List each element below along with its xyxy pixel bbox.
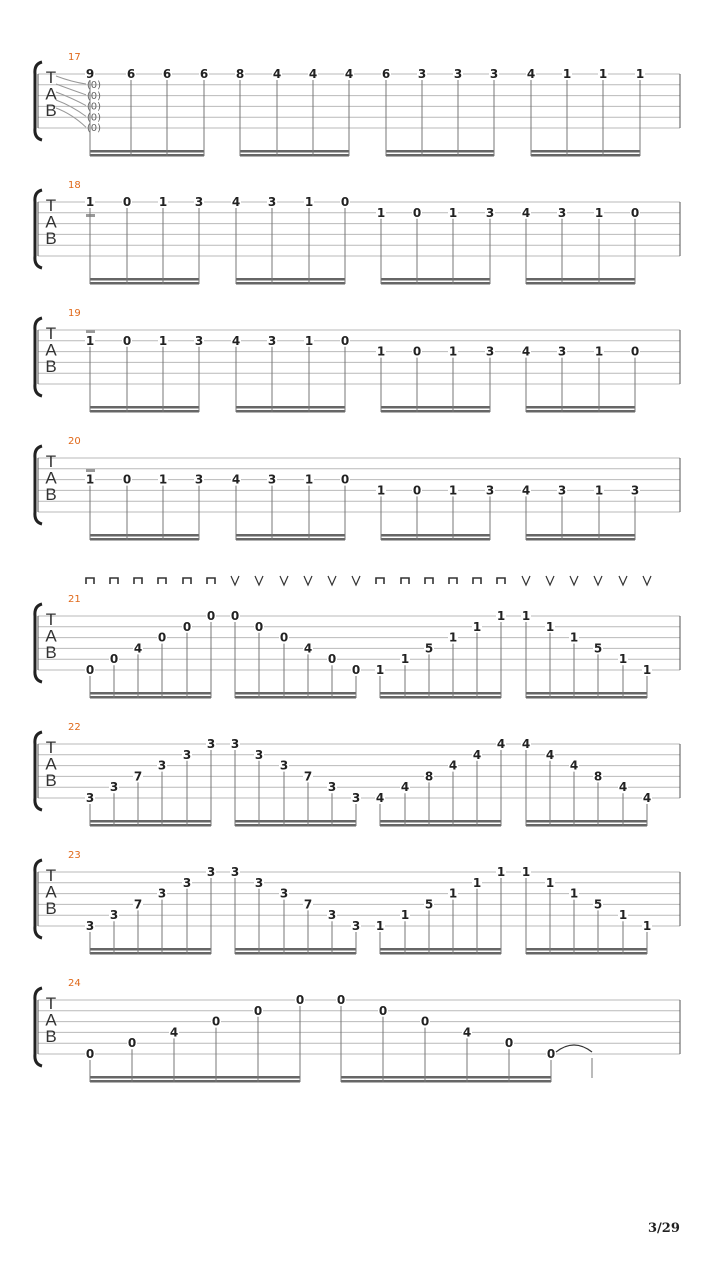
fret-number: 1 [472,619,482,634]
tab-clef-letter: B [45,1027,57,1046]
beam [386,150,494,153]
beam [381,534,490,537]
upstroke-mark [280,576,288,585]
fret-number: 4 [231,333,241,348]
tab-clef-letter: A [45,882,57,902]
fret-number: 1 [376,483,386,498]
beam [526,948,647,951]
harmonic-note: (0) [86,101,102,113]
fret-number: 3 [557,205,567,220]
beam [236,406,345,409]
tab-clef-letter: T [45,452,57,471]
beam [235,696,356,699]
tab-clef-letter: B [45,357,57,376]
beam [235,692,356,695]
page-number: 3/29 [648,1221,680,1236]
beam [526,282,635,285]
fret-number: 3 [279,886,289,901]
fret-number: 5 [593,897,603,912]
fret-number: 4 [344,67,354,81]
fret-number: 0 [630,205,640,220]
fret-number: 3 [85,919,95,933]
tab-clef-letter: T [45,738,57,757]
fret-number: 3 [254,875,264,890]
fret-number: 3 [485,483,495,498]
fret-number: 1 [448,344,458,359]
fret-number: 3 [194,333,204,348]
fret-number: 1 [375,919,385,933]
beam [90,278,199,281]
beam [90,406,199,409]
fret-number: 1 [448,483,458,498]
fret-number: 1 [304,195,314,209]
fret-number: 0 [340,333,350,348]
beam [90,282,199,285]
tab-clef-letter: B [45,229,57,248]
fret-number: 0 [340,195,350,209]
fret-number: 4 [448,758,458,773]
beam [90,150,204,153]
fret-number: 1 [642,663,652,677]
upstroke-mark [594,576,602,585]
beam [386,154,494,157]
fret-number: 1 [496,865,506,879]
downstroke-mark [158,578,166,584]
tie-arc [56,76,86,84]
fret-number: 1 [618,652,628,667]
downstroke-mark [86,578,94,584]
fret-number: 3 [557,344,567,359]
beam [90,1076,300,1079]
fret-number: 1 [594,344,604,359]
fret-number: 3 [267,472,277,487]
harmonic-note: (0) [86,80,102,91]
upstroke-mark [352,576,360,585]
harmonic-note: (0) [86,90,102,102]
fret-number: 1 [448,886,458,901]
beam [526,534,635,537]
tie-arc [56,92,86,106]
beam [526,410,635,413]
beam [526,538,635,541]
fret-number: 8 [424,769,434,784]
beam [531,154,640,157]
fret-number: 0 [122,333,132,348]
fret-number: 1 [642,919,652,933]
measure-number: 24 [68,978,81,989]
beam [90,696,211,699]
fret-number: 0 [295,993,305,1007]
fret-number: 0 [182,619,192,634]
fret-number: 4 [272,67,282,81]
downstroke-mark [207,578,215,584]
fret-number: 8 [593,769,603,784]
fret-number: 0 [85,1047,95,1061]
downstroke-mark [449,578,457,584]
fret-number: 4 [642,791,652,805]
tie-arc [56,100,86,116]
fret-number: 1 [545,875,555,890]
fret-number: 0 [412,205,422,220]
beam [380,824,501,827]
fret-number: 3 [206,865,216,879]
tab-clef-letter: T [45,324,57,343]
fret-number: 4 [303,641,313,656]
beam [526,696,647,699]
fret-number: 3 [630,483,640,498]
fret-number: 0 [412,344,422,359]
fret-number: 6 [381,67,391,81]
fret-number: 4 [231,195,241,209]
fret-number: 0 [378,1003,388,1018]
upstroke-mark [643,576,651,585]
beam [380,692,501,695]
fret-number: 3 [489,67,499,81]
tie-arc [556,1045,592,1052]
fret-number: 3 [109,780,119,795]
fret-number: 3 [157,758,167,773]
fret-number: 0 [230,609,240,623]
beam [526,406,635,409]
fret-number: 0 [157,630,167,645]
upstroke-mark [328,576,336,585]
fret-number: 1 [158,195,168,209]
measure-number: 23 [68,850,81,861]
fret-number: 3 [85,791,95,805]
tab-clef-letter: B [45,485,57,504]
beam [235,948,356,951]
tab-clef-letter: T [45,610,57,629]
beam [380,948,501,951]
fret-number: 0 [206,609,216,623]
tab-clef-letter: A [45,1010,57,1030]
fret-number: 4 [521,344,531,359]
fret-number: 3 [194,472,204,487]
beam [381,538,490,541]
fret-number: 3 [267,333,277,348]
fret-number: 0 [127,1036,137,1051]
fret-number: 3 [485,205,495,220]
beam [90,410,199,413]
fret-number: 5 [424,641,434,656]
fret-number: 6 [126,67,136,81]
fret-number: 0 [351,663,361,677]
fret-number: 1 [562,67,572,81]
fret-number: 0 [279,630,289,645]
harmonic-note: (0) [86,123,102,135]
fret-number: 1 [400,652,410,667]
beam [381,282,490,285]
tab-clef-letter: A [45,626,57,646]
beam [235,952,356,955]
beam [90,534,199,537]
fret-number: 0 [420,1014,430,1029]
downstroke-mark [134,578,142,584]
fret-number: 1 [496,609,506,623]
fret-number: 3 [557,483,567,498]
tab-clef-letter: T [45,994,57,1013]
beam [236,282,345,285]
fret-number: 1 [376,344,386,359]
fret-number: 3 [254,747,264,762]
beam [526,278,635,281]
fret-number: 4 [133,641,143,656]
tab-clef-letter: A [45,468,57,488]
downstroke-mark [401,578,409,584]
fret-number: 5 [593,641,603,656]
fret-number: 3 [351,791,361,805]
beam [90,1080,300,1083]
fret-number: 1 [569,886,579,901]
beam [240,154,349,157]
upstroke-mark [255,576,263,585]
beam [380,696,501,699]
fret-number: 1 [158,333,168,348]
fret-number: 4 [400,780,410,795]
fret-number: 0 [327,652,337,667]
beam [526,952,647,955]
beam [240,150,349,153]
downstroke-mark [110,578,118,584]
fret-number: 3 [327,780,337,795]
harmonic-note: (0) [86,112,102,124]
fret-number: 3 [279,758,289,773]
beam [236,534,345,537]
upstroke-mark [619,576,627,585]
beam [90,820,211,823]
fret-number: 3 [267,195,277,209]
tab-clef-letter: A [45,84,57,104]
fret-number: 0 [630,344,640,359]
upstroke-mark [522,576,530,585]
beam [236,410,345,413]
fret-number: 1 [400,908,410,923]
fret-number: 4 [169,1025,179,1040]
tab-clef-letter: B [45,899,57,918]
fret-number: 1 [304,333,314,348]
fret-number: 3 [194,195,204,209]
fret-number: 1 [85,472,95,487]
beam [90,538,199,541]
fret-number: 0 [336,993,346,1007]
beam [526,820,647,823]
beam [90,154,204,157]
fret-number: 3 [417,67,427,81]
fret-number: 9 [85,67,95,81]
rest-mark [86,469,95,472]
fret-number: 7 [133,769,143,784]
fret-number: 1 [635,67,645,81]
fret-number: 6 [162,67,172,81]
fret-number: 1 [85,333,95,348]
beam [90,692,211,695]
fret-number: 0 [211,1014,221,1029]
beam [526,692,647,695]
fret-number: 4 [569,758,579,773]
fret-number: 3 [109,908,119,923]
tab-clef-letter: B [45,101,57,120]
fret-number: 1 [521,865,531,879]
fret-number: 0 [412,483,422,498]
fret-number: 4 [462,1025,472,1040]
fret-number: 1 [594,483,604,498]
fret-number: 4 [472,747,482,762]
fret-number: 1 [472,875,482,890]
tab-clef-letter: T [45,68,57,87]
fret-number: 4 [521,483,531,498]
downstroke-mark [183,578,191,584]
fret-number: 1 [158,472,168,487]
fret-number: 6 [199,67,209,81]
fret-number: 7 [303,897,313,912]
beam [531,150,640,153]
beam [236,538,345,541]
beam [381,410,490,413]
measure-number: 20 [68,436,81,447]
fret-number: 3 [485,344,495,359]
beam [341,1076,551,1079]
fret-number: 4 [521,205,531,220]
fret-number: 0 [122,472,132,487]
fret-number: 1 [598,67,608,81]
fret-number: 1 [521,609,531,623]
fret-number: 1 [569,630,579,645]
fret-number: 1 [85,195,95,209]
measure-number: 18 [68,180,81,191]
fret-number: 3 [327,908,337,923]
measure-number: 21 [68,594,81,605]
beam [381,278,490,281]
fret-number: 0 [340,472,350,487]
beam [235,820,356,823]
fret-number: 3 [453,67,463,81]
fret-number: 8 [235,67,245,81]
tab-clef-letter: A [45,754,57,774]
downstroke-mark [497,578,505,584]
fret-number: 1 [448,630,458,645]
fret-number: 3 [230,865,240,879]
tab-clef-letter: B [45,643,57,662]
fret-number: 4 [618,780,628,795]
beam [380,952,501,955]
beam [380,820,501,823]
tab-clef-letter: A [45,340,57,360]
fret-number: 0 [504,1036,514,1051]
beam [90,824,211,827]
tab-clef-letter: B [45,771,57,790]
downstroke-mark [473,578,481,584]
fret-number: 0 [546,1047,556,1061]
fret-number: 4 [496,737,506,751]
fret-number: 1 [618,908,628,923]
upstroke-mark [546,576,554,585]
tie-arc [56,84,86,95]
fret-number: 1 [594,205,604,220]
fret-number: 4 [308,67,318,81]
beam [341,1080,551,1083]
fret-number: 4 [526,67,536,81]
fret-number: 4 [521,737,531,751]
tab-clef-letter: T [45,196,57,215]
fret-number: 1 [448,205,458,220]
beam [90,948,211,951]
fret-number: 7 [303,769,313,784]
upstroke-mark [570,576,578,585]
upstroke-mark [231,576,239,585]
fret-number: 3 [351,919,361,933]
beam [526,824,647,827]
beam [381,406,490,409]
beam [90,952,211,955]
fret-number: 0 [122,195,132,209]
upstroke-mark [304,576,312,585]
measure-number: 19 [68,308,81,319]
fret-number: 3 [182,747,192,762]
fret-number: 0 [254,619,264,634]
fret-number: 3 [157,886,167,901]
rest-mark [86,330,95,333]
tab-clef-letter: T [45,866,57,885]
downstroke-mark [376,578,384,584]
downstroke-mark [425,578,433,584]
fret-number: 3 [182,875,192,890]
fret-number: 1 [304,472,314,487]
fret-number: 1 [375,663,385,677]
fret-number: 1 [376,205,386,220]
fret-number: 0 [109,652,119,667]
tab-clef-letter: A [45,212,57,232]
beam [235,824,356,827]
fret-number: 4 [545,747,555,762]
fret-number: 5 [424,897,434,912]
fret-number: 3 [230,737,240,751]
measure-number: 17 [68,52,81,63]
fret-number: 1 [545,619,555,634]
fret-number: 0 [85,663,95,677]
fret-number: 7 [133,897,143,912]
fret-number: 4 [375,791,385,805]
measure-number: 22 [68,722,81,733]
fret-number: 0 [253,1003,263,1018]
beam [236,278,345,281]
fret-number: 3 [206,737,216,751]
fret-number: 4 [231,472,241,487]
